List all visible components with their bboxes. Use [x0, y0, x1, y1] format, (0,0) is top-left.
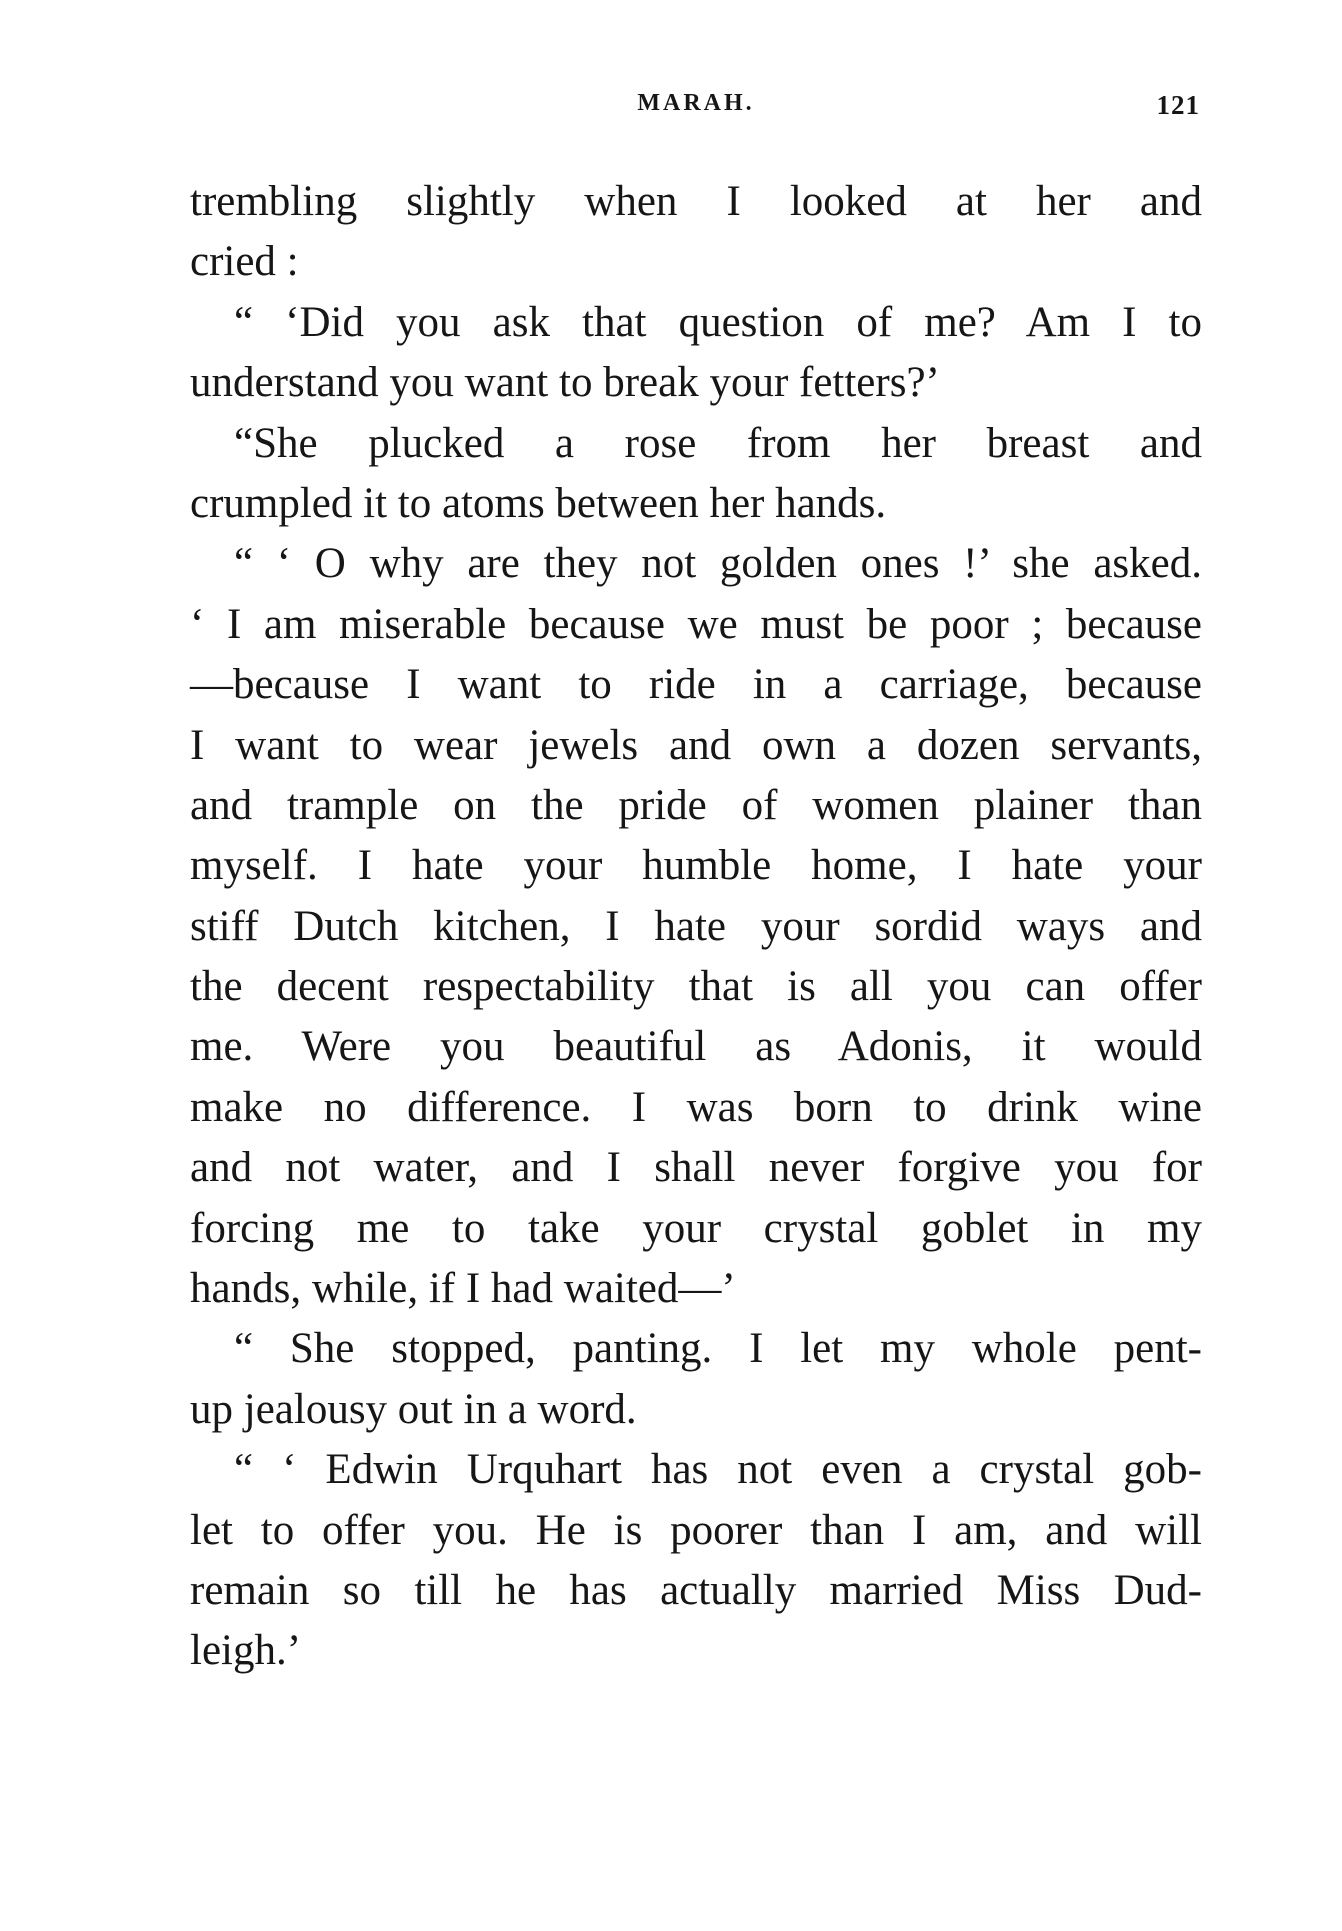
text-line: up jealousy out in a word.: [190, 1385, 637, 1433]
text-line: and trample on the pride of women plainer than: [190, 781, 1202, 829]
text-line: the decent respectability that is all you can offer: [190, 963, 1202, 1011]
text-line: let to offer you. He is poorer than I am, and will: [190, 1506, 1202, 1554]
text-line: “ ‘ Edwin Urquhart has not even a crystal gob-: [234, 1446, 1202, 1494]
body-text: [190, 172, 1202, 1682]
text-line: and not water, and I shall never forgive you for: [190, 1144, 1202, 1192]
text-line: leigh.’: [190, 1627, 302, 1675]
text-line: ‘ I am miserable because we must be poor ; because: [190, 600, 1202, 648]
text-line: stiff Dutch kitchen, I hate your sordid ways and: [190, 902, 1202, 950]
text-line: understand you want to break your fetters?’: [190, 359, 940, 407]
text-line: make no difference. I was born to drink wine: [190, 1083, 1202, 1131]
text-line: —because I want to ride in a carriage, because: [190, 661, 1202, 709]
text-line: me. Were you beautiful as Adonis, it would: [190, 1023, 1202, 1071]
text-line: “ ‘ O why are they not golden ones !’ she asked.: [234, 540, 1202, 588]
text-line: trembling slightly when I looked at her and: [190, 178, 1202, 225]
text-line: “ She stopped, panting. I let my whole pent-: [234, 1325, 1202, 1373]
text-line: crumpled it to atoms between her hands.: [190, 479, 887, 527]
text-line: “She plucked a rose from her breast and: [234, 419, 1202, 467]
page-number: 121: [1156, 90, 1200, 120]
running-head: MARAH.: [637, 90, 755, 116]
text-line: cried :: [190, 238, 299, 286]
text-line: myself. I hate your humble home, I hate your: [190, 842, 1202, 890]
text-line: forcing me to take your crystal goblet in my: [190, 1204, 1202, 1252]
text-line: remain so till he has actually married Miss Dud-: [190, 1566, 1202, 1614]
page-header: [190, 90, 1202, 130]
text-line: I want to wear jewels and own a dozen servants,: [190, 721, 1202, 769]
text-line: “ ‘Did you ask that question of me? Am I to: [234, 298, 1202, 346]
text-line: hands, while, if I had waited—’: [190, 1265, 736, 1313]
